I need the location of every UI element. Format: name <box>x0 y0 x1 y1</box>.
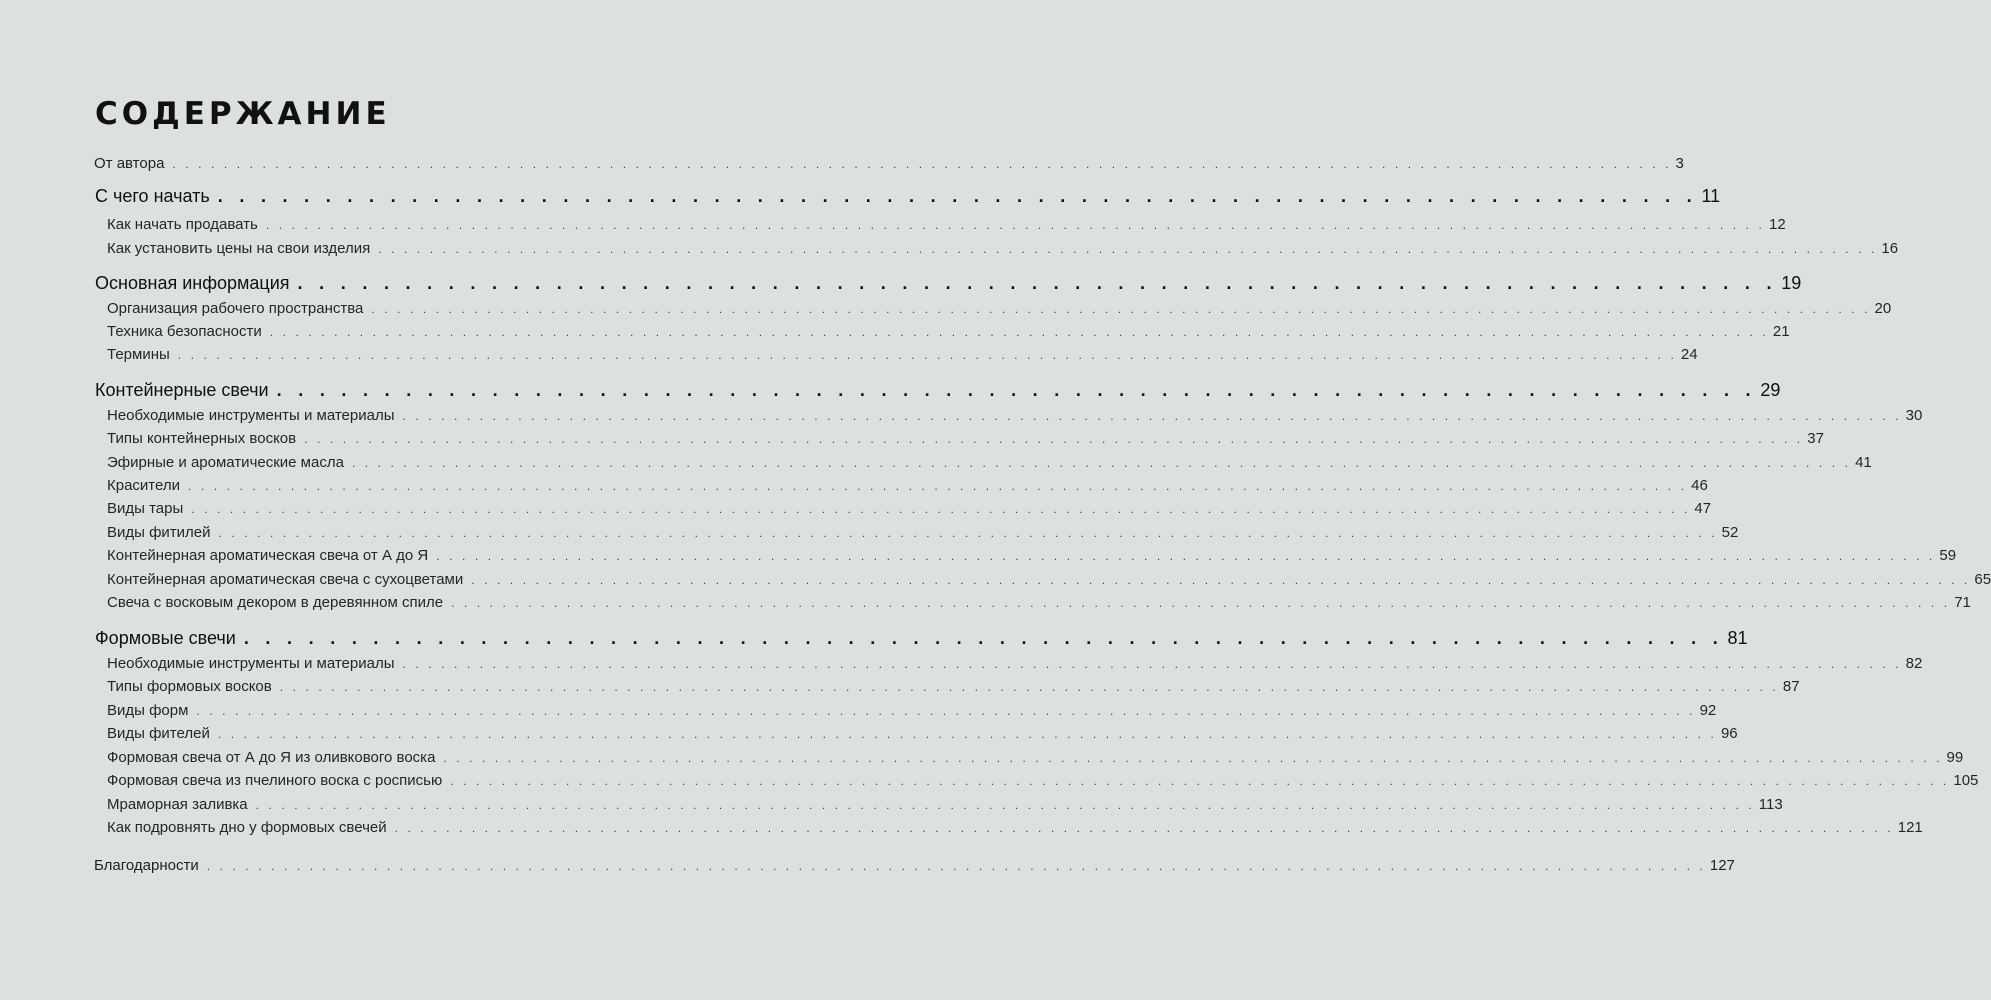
toc-entry-label: Контейнерная ароматическая свеча от А до Я <box>107 547 429 564</box>
dot-leader: . . . . . . . . . . . . . . . . . . . . . . . . . . . . . . . . . . . . . . . . . . . . . . . . . . . . . . . . . . . . . . . . . . . . . <box>276 380 1757 400</box>
toc-entry-page: 3 <box>1675 155 1684 172</box>
toc-entry[interactable] <box>107 749 1964 766</box>
page-title: СОДЕРЖАНИЕ <box>95 96 391 132</box>
toc-entry-label: Организация рабочего пространства <box>107 300 364 317</box>
dot-leader: . . . . . . . . . . . . . . . . . . . . . . . . . . . . . . . . . . . . . . . . . . . . . . . . . . . . . . . . . . . . . . . . . . . . . . . . . . . . . . . . . . . . . . . . . . . . . . . . . . . . . . . . . . . . . . . . . . . . . <box>218 526 1718 540</box>
dot-leader: . . . . . . . . . . . . . . . . . . . . . . . . . . . . . . . . . . . . . . . . . . . . . . . . . . . . . . . . . . . . . . . . . . . . . . . . . . . . . . . . . . . . . . . . . . . . . . . . . . . . . . . . . . . . . . . . . . . . . <box>177 348 1677 362</box>
toc-entry-label: Формовая свеча из пчелиного воска с росписью <box>107 772 443 789</box>
dot-leader: . . . . . . . . . . . . . . . . . . . . . . . . . . . . . . . . . . . . . . . . . . . . . . . . . . . . . . . . . . . . . . . . . . . . . . . . . . . . . . . . . . . . . . . . . . . . . . . . . . . . . . . . . . . . . . . . . . . . . <box>191 502 1691 516</box>
toc-entry-page: 87 <box>1782 678 1800 695</box>
dot-leader: . . . . . . . . . . . . . . . . . . . . . . . . . . . . . . . . . . . . . . . . . . . . . . . . . . . . . . . . . . . . . . . . . . . . . . . . . . . . . . . . . . . . . . . . . . . . . . . . . . . . . . . . . . . . . . . . . . . . . <box>172 157 1672 171</box>
toc-section-heading[interactable] <box>95 186 1721 207</box>
dot-leader: . . . . . . . . . . . . . . . . . . . . . . . . . . . . . . . . . . . . . . . . . . . . . . . . . . . . . . . . . . . . . . . . . . . . . <box>297 273 1778 293</box>
toc-entry-label: От автора <box>94 155 165 172</box>
toc-section-heading[interactable] <box>95 273 1802 294</box>
toc-entry-page: 82 <box>1905 655 1923 672</box>
toc-entry-page: 21 <box>1772 323 1790 340</box>
toc-entry[interactable] <box>107 500 1712 517</box>
dot-leader: . . . . . . . . . . . . . . . . . . . . . . . . . . . . . . . . . . . . . . . . . . . . . . . . . . . . . . . . . . . . . . . . . . . . . <box>243 628 1724 648</box>
toc-section-page: 11 <box>1701 186 1721 206</box>
dot-leader: . . . . . . . . . . . . . . . . . . . . . . . . . . . . . . . . . . . . . . . . . . . . . . . . . . . . . . . . . . . . . . . . . . . . . . . . . . . . . . . . . . . . . . . . . . . . . . . . . . . . . . . . . . . . . . . . . . . . . <box>279 680 1779 694</box>
toc-entry-page: 46 <box>1691 477 1708 494</box>
toc-entry-page: 24 <box>1680 346 1698 363</box>
toc-entry-page: 92 <box>1699 702 1717 719</box>
toc-entry-page: 37 <box>1807 430 1824 447</box>
toc-section-heading[interactable] <box>95 628 1748 649</box>
toc-entry-page: 127 <box>1709 857 1735 874</box>
toc-entry-label: Контейнерная ароматическая свеча с сухоцветами <box>107 571 464 588</box>
toc-entry[interactable] <box>107 430 1824 447</box>
toc-entry-page: 41 <box>1855 454 1872 471</box>
toc-entry-label: Свеча с восковым декором в деревянном спиле <box>107 594 444 611</box>
toc-entry-label: Виды фителей <box>107 725 210 742</box>
toc-entry[interactable] <box>107 323 1790 340</box>
toc-entry-label: Мраморная заливка <box>107 796 248 813</box>
toc-entry[interactable] <box>107 300 1892 317</box>
dot-leader: . . . . . . . . . . . . . . . . . . . . . . . . . . . . . . . . . . . . . . . . . . . . . . . . . . . . . . . . . . . . . . . . . . . . . . . . . . . . . . . . . . . . . . . . . . . . . . . . . . . . . . . . . . . . . . . . . . . . . <box>255 798 1755 812</box>
toc-entry-page: 52 <box>1721 524 1739 541</box>
toc-entry-page: 113 <box>1758 796 1783 813</box>
toc-entry[interactable] <box>107 454 1872 471</box>
toc-entry-page: 12 <box>1768 216 1786 233</box>
toc-entry[interactable] <box>107 725 1738 742</box>
toc-entry-page: 47 <box>1694 500 1712 517</box>
toc-section-label: Контейнерные свечи <box>95 380 269 400</box>
toc-section-heading[interactable] <box>95 380 1781 401</box>
toc-entry-label: Красители <box>107 477 180 494</box>
toc-section-page: 81 <box>1727 628 1748 648</box>
toc-entry-page: 121 <box>1897 819 1923 836</box>
toc-entry-intro[interactable] <box>94 155 1684 172</box>
dot-leader: . . . . . . . . . . . . . . . . . . . . . . . . . . . . . . . . . . . . . . . . . . . . . . . . . . . . . . . . . . . . . . . . . . . . . . . . . . . . . . . . . . . . . . . . . . . . . . . . . . . . . . . . . . . . . . . . . . . . . <box>450 774 1950 788</box>
dot-leader: . . . . . . . . . . . . . . . . . . . . . . . . . . . . . . . . . . . . . . . . . . . . . . . . . . . . . . . . . . . . . . . . . . . . . . . . . . . . . . . . . . . . . . . . . . . . . . . . . . . . . . . . . . . . . . . . . . . . . <box>402 657 1902 671</box>
toc-entry[interactable] <box>107 240 1899 257</box>
toc-entry[interactable] <box>107 594 1971 611</box>
dot-leader: . . . . . . . . . . . . . . . . . . . . . . . . . . . . . . . . . . . . . . . . . . . . . . . . . . . . . . . . . . . . . . . . . . . . . . . . . . . . . . . . . . . . . . . . . . . . . . . . . . . . . . . . . . . . . . . . . . . . . <box>269 325 1769 339</box>
dot-leader: . . . . . . . . . . . . . . . . . . . . . . . . . . . . . . . . . . . . . . . . . . . . . . . . . . . . . . . . . . . . . . . . . . . . . . . . . . . . . . . . . . . . . . . . . . . . . . . . . . . . . . . . . . . . . . . . . . . . . <box>443 751 1943 765</box>
toc-entry-page: 59 <box>1939 547 1957 564</box>
dot-leader: . . . . . . . . . . . . . . . . . . . . . . . . . . . . . . . . . . . . . . . . . . . . . . . . . . . . . . . . . . . . . . . . . . . . . . . . . . . . . . . . . . . . . . . . . . . . . . . . . . . . . . . . . . . . . . . . . . . . . <box>206 859 1706 873</box>
toc-entry[interactable] <box>107 524 1739 541</box>
toc-entry[interactable] <box>107 702 1717 719</box>
toc-entry-label: Как установить цены на свои изделия <box>107 240 371 257</box>
dot-leader: . . . . . . . . . . . . . . . . . . . . . . . . . . . . . . . . . . . . . . . . . . . . . . . . . . . . . . . . . . . . . . . . . . . . . . . . . . . . . . . . . . . . . . . . . . . . . . . . . . . . . . . . . . . . . . . . . . . . . <box>471 573 1971 587</box>
toc-entry[interactable] <box>107 547 1957 564</box>
toc-entry-label: Необходимые инструменты и материалы <box>107 655 395 672</box>
dot-leader: . . . . . . . . . . . . . . . . . . . . . . . . . . . . . . . . . . . . . . . . . . . . . . . . . . . . . . . . . . . . . . . . . . . . . . . . . . . . . . . . . . . . . . . . . . . . . . . . . . . . . . . . . . . . . . . . . . . . . <box>378 242 1878 256</box>
toc-entry-page: 71 <box>1954 594 1971 611</box>
toc-entry[interactable] <box>107 407 1923 424</box>
toc-entry-page: 16 <box>1881 240 1899 257</box>
toc-entry-page: 30 <box>1905 407 1923 424</box>
toc-entry-label: Термины <box>107 346 170 363</box>
toc-entry-label: Формовая свеча от А до Я из оливкового воска <box>107 749 436 766</box>
toc-entry-label: Типы формовых восков <box>107 678 272 695</box>
toc-section-page: 19 <box>1781 273 1802 293</box>
dot-leader: . . . . . . . . . . . . . . . . . . . . . . . . . . . . . . . . . . . . . . . . . . . . . . . . . . . . . . . . . . . . . . . . . . . . . . . . . . . . . . . . . . . . . . . . . . . . . . . . . . . . . . . . . . . . . . . . . . . . . <box>304 432 1804 446</box>
toc-entry[interactable] <box>107 772 1979 789</box>
dot-leader: . . . . . . . . . . . . . . . . . . . . . . . . . . . . . . . . . . . . . . . . . . . . . . . . . . . . . . . . . . . . . . . . . . . . . . . . . . . . . . . . . . . . . . . . . . . . . . . . . . . . . . . . . . . . . . . . . . . . . <box>265 218 1765 232</box>
toc-entry-page: 65 <box>1974 571 1991 588</box>
toc-entry[interactable] <box>107 678 1800 695</box>
dot-leader: . . . . . . . . . . . . . . . . . . . . . . . . . . . . . . . . . . . . . . . . . . . . . . . . . . . . . . . . . . . . . . . . . . . . . . . . . . . . . . . . . . . . . . . . . . . . . . . . . . . . . . . . . . . . . . . . . . . . . <box>436 549 1936 563</box>
toc-entry[interactable] <box>107 346 1698 363</box>
toc-entry-label: Благодарности <box>94 857 199 874</box>
toc-entry-label: Как начать продавать <box>107 216 258 233</box>
toc-entry[interactable] <box>107 571 1991 588</box>
toc-entry[interactable] <box>107 796 1783 813</box>
dot-leader: . . . . . . . . . . . . . . . . . . . . . . . . . . . . . . . . . . . . . . . . . . . . . . . . . . . . . . . . . . . . . . . . . . . . . . . . . . . . . . . . . . . . . . . . . . . . . . . . . . . . . . . . . . . . . . . . . . . . . <box>371 302 1871 316</box>
toc-entry-label: Техника безопасности <box>107 323 262 340</box>
dot-leader: . . . . . . . . . . . . . . . . . . . . . . . . . . . . . . . . . . . . . . . . . . . . . . . . . . . . . . . . . . . . . . . . . . . . . . . . . . . . . . . . . . . . . . . . . . . . . . . . . . . . . . . . . . . . . . . . . . . . . <box>402 409 1902 423</box>
toc-entry[interactable] <box>107 655 1923 672</box>
dot-leader: . . . . . . . . . . . . . . . . . . . . . . . . . . . . . . . . . . . . . . . . . . . . . . . . . . . . . . . . . . . . . . . . . . . . . . . . . . . . . . . . . . . . . . . . . . . . . . . . . . . . . . . . . . . . . . . . . . . . . <box>394 821 1894 835</box>
toc-entry-label: Виды фитилей <box>107 524 211 541</box>
toc-section-label: Формовые свечи <box>95 628 236 648</box>
toc-section-label: С чего начать <box>95 186 210 206</box>
toc-entry-label: Как подровнять дно у формовых свечей <box>107 819 387 836</box>
toc-entry-label: Виды форм <box>107 702 189 719</box>
toc-entry-label: Необходимые инструменты и материалы <box>107 407 395 424</box>
toc-entry-label: Виды тары <box>107 500 184 517</box>
toc-section-page: 29 <box>1760 380 1781 400</box>
toc-entry[interactable] <box>107 819 1923 836</box>
toc-entry[interactable] <box>107 216 1786 233</box>
toc-entry-label: Эфирные и ароматические масла <box>107 454 344 471</box>
dot-leader: . . . . . . . . . . . . . . . . . . . . . . . . . . . . . . . . . . . . . . . . . . . . . . . . . . . . . . . . . . . . . . . . . . . . . . . . . . . . . . . . . . . . . . . . . . . . . . . . . . . . . . . . . . . . . . . . . . . . . <box>451 596 1951 610</box>
dot-leader: . . . . . . . . . . . . . . . . . . . . . . . . . . . . . . . . . . . . . . . . . . . . . . . . . . . . . . . . . . . . . . . . . . . . . . . . . . . . . . . . . . . . . . . . . . . . . . . . . . . . . . . . . . . . . . . . . . . . . <box>351 456 1852 470</box>
toc-entry-page: 99 <box>1946 749 1964 766</box>
dot-leader: . . . . . . . . . . . . . . . . . . . . . . . . . . . . . . . . . . . . . . . . . . . . . . . . . . . . . . . . . . . . . . . . . . . . . <box>217 186 1698 206</box>
toc-entry-label: Типы контейнерных восков <box>107 430 297 447</box>
toc-entry-page: 105 <box>1953 772 1979 789</box>
toc-entry-outro[interactable] <box>94 857 1735 874</box>
toc-entry[interactable] <box>107 477 1708 494</box>
dot-leader: . . . . . . . . . . . . . . . . . . . . . . . . . . . . . . . . . . . . . . . . . . . . . . . . . . . . . . . . . . . . . . . . . . . . . . . . . . . . . . . . . . . . . . . . . . . . . . . . . . . . . . . . . . . . . . . . . . . . . <box>196 704 1696 718</box>
dot-leader: . . . . . . . . . . . . . . . . . . . . . . . . . . . . . . . . . . . . . . . . . . . . . . . . . . . . . . . . . . . . . . . . . . . . . . . . . . . . . . . . . . . . . . . . . . . . . . . . . . . . . . . . . . . . . . . . . . . . . <box>187 479 1688 493</box>
toc-entry-page: 20 <box>1874 300 1892 317</box>
toc-entry-page: 96 <box>1720 725 1738 742</box>
dot-leader: . . . . . . . . . . . . . . . . . . . . . . . . . . . . . . . . . . . . . . . . . . . . . . . . . . . . . . . . . . . . . . . . . . . . . . . . . . . . . . . . . . . . . . . . . . . . . . . . . . . . . . . . . . . . . . . . . . . . . <box>217 727 1717 741</box>
toc-section-label: Основная информация <box>95 273 290 293</box>
